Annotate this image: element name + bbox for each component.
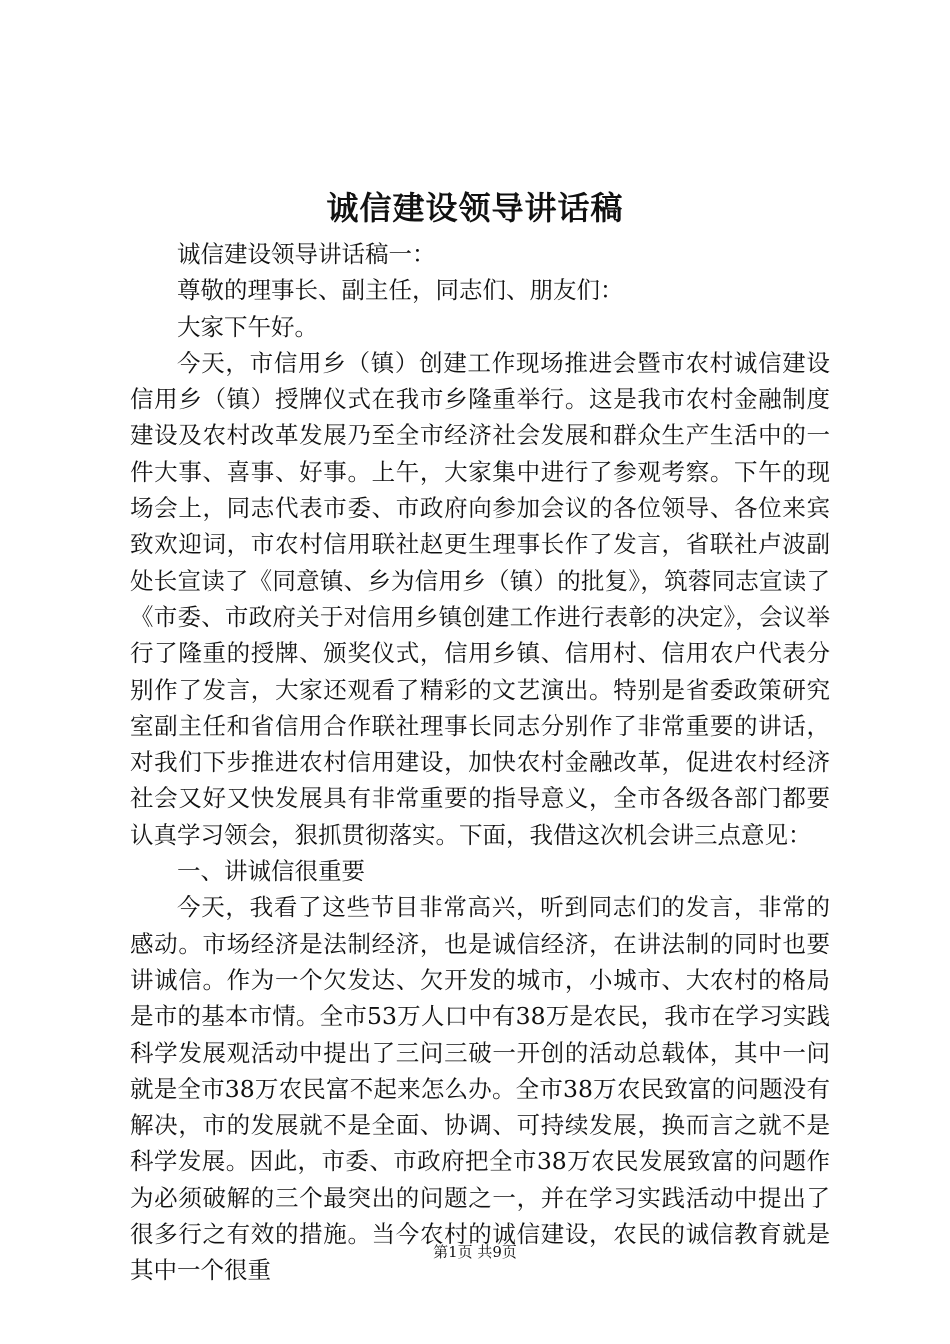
paragraph-intro: 今天，市信用乡（镇）创建工作现场推进会暨市农村诚信建设信用乡（镇）授牌仪式在我市乡隆重举行。这是我市农村金融制度建设及农村改革发展乃至全市经济社会发展和群众生产生活中的一件大事、喜事、好事。上午，大家集中进行了参观考察。下午的现场会上，同志代表市委、市政府向参加会议的各位领导、各位来宾致欢迎词，市农村信用联社赵更生理事长作了发言，省联社卢波副处长宣读了《同意镇、乡为信用乡（镇）的批复》，筑蓉同志宣读了《市委、市政府关于对信用乡镇创建工作进行表彰的决定》，会议举行了隆重的授牌、颁奖仪式，信用乡镇、信用村、信用农户代表分别作了发言，大家还观看了精彩的文艺演出。特别是省委政策研究室副主任和省信用合作联社理事长同志分别作了非常重要的讲话，对我们下步推进农村信用建设，加快农村金融改革，促进农村经济社会又好又快发展具有非常重要的指导意义，全市各级各部门都要认真学习领会，狠抓贯彻落实。下面，我借这次机会讲三点意见： [130, 348, 830, 849]
paragraph-heading-line: 诚信建设领导讲话稿一： [177, 240, 436, 268]
page-number-footer: 第1页 共9页 [433, 1243, 517, 1261]
document-title: 诚信建设领导讲话稿 [326, 189, 624, 227]
paragraph-section-1: 今天，我看了这些节目非常高兴，听到同志们的发言，非常的感动。市场经济是法制经济，也是诚信经济，在讲法制的同时也要讲诚信。作为一个欠发达、欠开发的城市，小城市、大农村的格局是市的基本市情。全市53万人口中有38万是农民，我市在学习实践科学发展观活动中提出了三问三破一开创的活动总载体，其中一问就是全市38万农民富不起来怎么办。全市38万农民致富的问题没有解决，市的发展就不是全面、协调、可持续发展，换而言之就不是科学发展。因此，市委、市政府把全市38万农民发展致富的问题作为必须破解的三个最突出的问题之一，并在学习实践活动中提出了很多行之有效的措施。当今农村的诚信建设，农民的诚信教育就是其中一个很重 [130, 893, 830, 1285]
section-heading-1: 一、讲诚信很重要 [177, 857, 365, 886]
paragraph-salutation: 尊敬的理事长、副主任，同志们、朋友们： [177, 276, 624, 305]
paragraph-greeting: 大家下午好。 [177, 312, 318, 341]
document-body [130, 236, 830, 1289]
